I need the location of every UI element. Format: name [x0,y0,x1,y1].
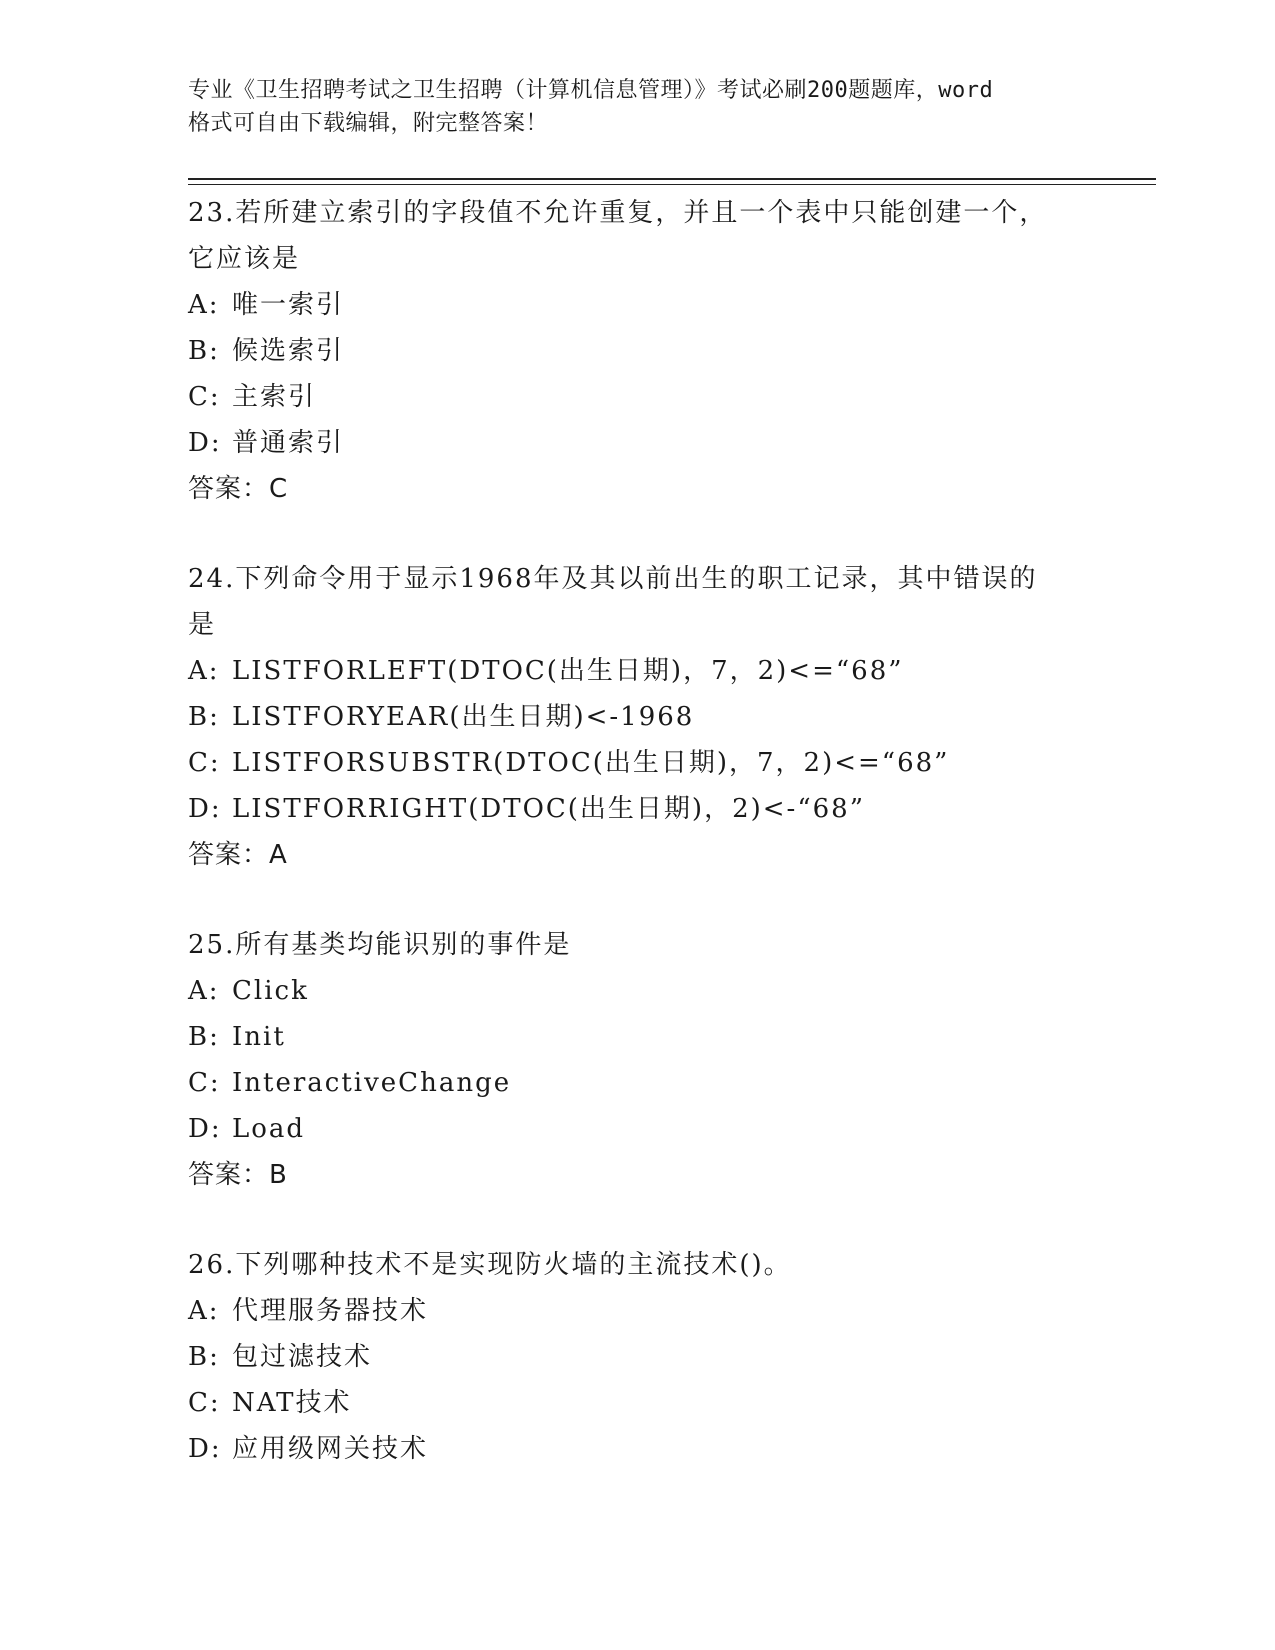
option-text: Init [232,1022,286,1052]
option-text: 主索引 [232,382,317,412]
option-letter: A: [188,290,220,320]
option-a [188,282,1088,328]
option-text: 普通索引 [232,428,345,458]
option-letter: C: [188,1388,221,1418]
option-d [188,1106,1088,1152]
option-text: 候选索引 [232,336,345,366]
option-c [188,374,1088,420]
question-spacer [188,512,1088,556]
question-stem-line: 它应该是 [188,244,301,274]
option-letter: B: [188,1022,220,1052]
option-text: LISTFORLEFT(DTOC(出生日期)，7，2)<=“68” [232,656,904,686]
option-text: NAT技术 [232,1388,352,1418]
question-spacer [188,1198,1088,1242]
option-d [188,1426,1088,1472]
option-letter: D: [188,1434,222,1464]
option-letter: D: [188,794,222,824]
option-c [188,1060,1088,1106]
document-header [188,74,1088,140]
question-stem [188,190,1088,282]
option-letter: C: [188,748,221,778]
option-text: Click [232,976,309,1006]
question-list [188,190,1088,1472]
question-stem-line: 26.下列哪种技术不是实现防火墙的主流技术()。 [188,1250,792,1280]
option-letter: B: [188,336,220,366]
answer-line: 答案：C [188,474,289,504]
option-text: 包过滤技术 [232,1342,373,1372]
option-text: Load [232,1114,306,1144]
option-text: 代理服务器技术 [232,1296,429,1326]
option-b [188,1334,1088,1380]
option-letter: A: [188,656,220,686]
option-letter: B: [188,1342,220,1372]
question-stem-line: 24.下列命令用于显示1968年及其以前出生的职工记录，其中错误的 [188,564,1038,594]
question-stem [188,1242,1088,1288]
option-letter: D: [188,1114,222,1144]
header-line-1: 专业《卫生招聘考试之卫生招聘（计算机信息管理）》考试必刷200题题库，word [188,78,994,103]
answer-line: 答案：A [188,840,288,870]
answer-line: 答案：B [188,1160,288,1190]
option-text: 应用级网关技术 [232,1434,429,1464]
option-b [188,1014,1088,1060]
question-25 [188,922,1088,1198]
option-c [188,740,1088,786]
question-stem-line: 23.若所建立索引的字段值不允许重复，并且一个表中只能创建一个， [188,198,1048,228]
option-text: LISTFORSUBSTR(DTOC(出生日期)，7，2)<=“68” [232,748,950,778]
option-letter: A: [188,976,220,1006]
option-a [188,1288,1088,1334]
option-letter: C: [188,382,221,412]
option-letter: A: [188,1296,220,1326]
question-stem-line: 是 [188,610,217,640]
option-text: LISTFORYEAR(出生日期)<-1968 [232,702,695,732]
option-letter: C: [188,1068,221,1098]
question-26 [188,1242,1088,1472]
question-spacer [188,878,1088,922]
option-a [188,968,1088,1014]
option-text: InteractiveChange [232,1068,512,1098]
header-divider-thin [188,184,1156,185]
option-text: LISTFORRIGHT(DTOC(出生日期)，2)<-“68” [232,794,866,824]
option-b [188,694,1088,740]
option-text: 唯一索引 [232,290,345,320]
option-b [188,328,1088,374]
option-d [188,420,1088,466]
question-stem [188,556,1088,648]
option-c [188,1380,1088,1426]
option-letter: D: [188,428,222,458]
option-a [188,648,1088,694]
question-stem-line: 25.所有基类均能识别的事件是 [188,930,572,960]
question-stem [188,922,1088,968]
question-23 [188,190,1088,512]
option-d [188,786,1088,832]
question-24 [188,556,1088,878]
header-line-2: 格式可自由下载编辑，附完整答案！ [188,111,549,136]
option-letter: B: [188,702,220,732]
header-divider-thick [188,178,1156,180]
